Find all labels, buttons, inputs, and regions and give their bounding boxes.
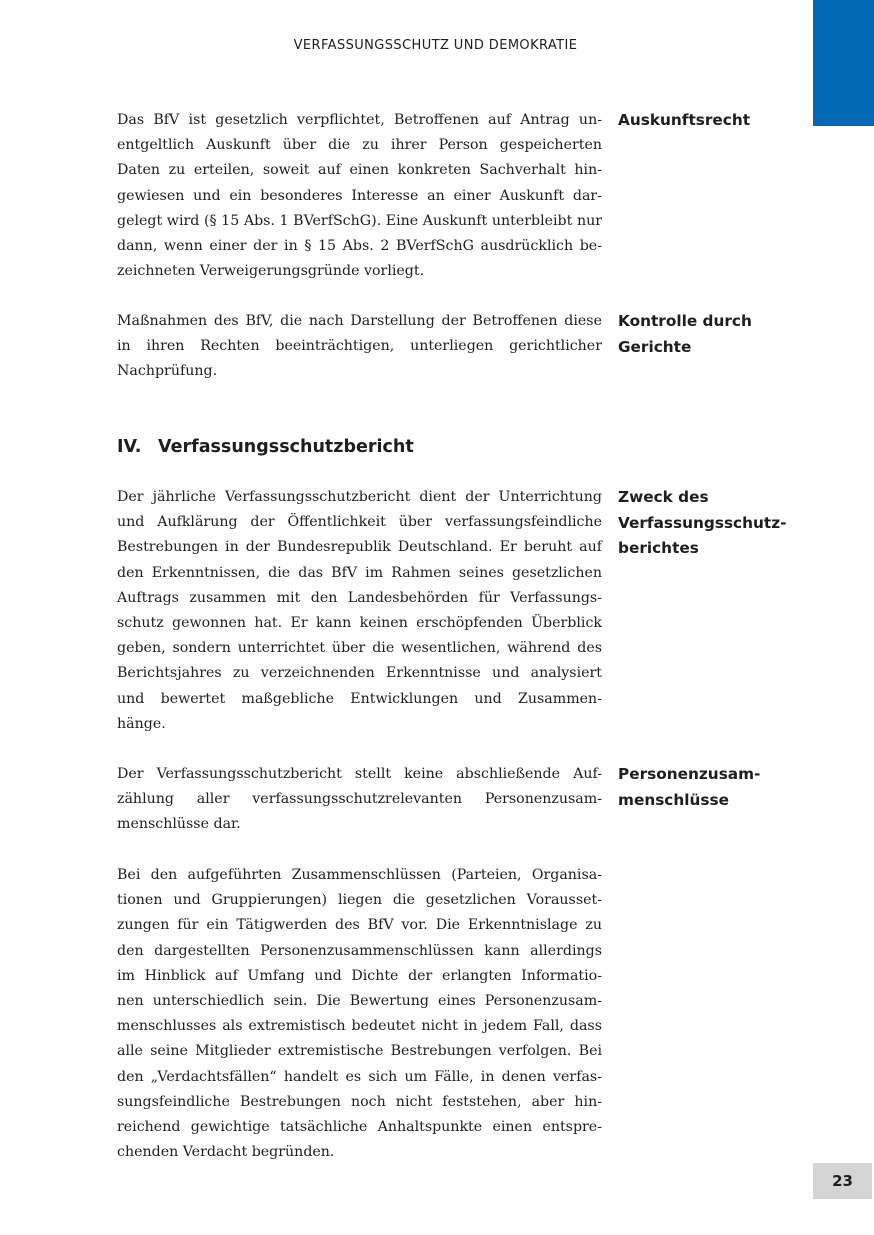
paragraph-personen — [117, 762, 602, 838]
paragraph-line: alle seine Mitglieder extremistische Bestrebungen verfolgen. Bei — [117, 1043, 602, 1060]
paragraph-line: Maßnahmen des BfV, die nach Darstellung der Betroffenen diese — [117, 313, 602, 329]
margin-note-line: Gerichte — [618, 337, 692, 356]
margin-note-line: Kontrolle durch — [618, 312, 752, 330]
paragraph-line: Nachprüfung. — [117, 363, 218, 380]
margin-note-line: berichtes — [618, 539, 699, 558]
paragraph-line: Der Verfassungsschutzbericht stellt keine abschließende Auf- — [117, 766, 602, 782]
margin-note-zweck — [618, 485, 803, 562]
paragraph-line: zeichneten Verweigerungsgründe vorliegt. — [117, 263, 425, 280]
paragraph-line: tionen und Gruppierungen) liegen die gesetzlichen Vorausset- — [117, 892, 602, 909]
paragraph-line: den „Verdachtsfällen“ handelt es sich um Fälle, in denen verfas- — [117, 1068, 602, 1085]
paragraph-line: dann, wenn einer der in § 15 Abs. 2 BVerfSchG ausdrücklich be- — [117, 237, 602, 254]
paragraph-line: menschlüsse dar. — [117, 816, 241, 833]
margin-note-line: Zweck des — [618, 488, 709, 506]
paragraph-line: schutz gewonnen hat. Er kann keinen erschöpfenden Überblick — [117, 614, 602, 631]
section-number: IV. — [117, 437, 142, 457]
paragraph-line: gelegt wird (§ 15 Abs. 1 BVerfSchG). Eine Auskunft unterbleibt nur — [117, 212, 602, 229]
paragraph-line: und bewertet maßgebliche Entwicklungen und Zusammen- — [117, 690, 602, 707]
paragraph-line: geben, sondern unterrichtet über die wesentlichen, während des — [117, 640, 602, 657]
paragraph-zusammenschluesse — [117, 863, 602, 1165]
paragraph-line: reichend gewichtige tatsächliche Anhaltspunkte einen entspre- — [117, 1118, 602, 1135]
margin-note-kontrolle — [618, 309, 803, 360]
paragraph-kontrolle — [117, 309, 602, 385]
paragraph-line: chenden Verdacht begründen. — [117, 1144, 335, 1161]
paragraph-line: Bestrebungen in der Bundesrepublik Deutschland. Er beruht auf — [117, 539, 602, 556]
paragraph-line: nen unterschiedlich sein. Die Bewertung eines Personenzusam- — [117, 992, 602, 1009]
section-title: Verfassungsschutzbericht — [158, 437, 414, 457]
paragraph-line: entgeltlich Auskunft über die zu ihrer Person gespeicherten — [117, 137, 602, 154]
chapter-tab-marker — [813, 0, 874, 126]
margin-note-line: Personenzusam- — [618, 765, 761, 783]
paragraph-line: den dargestellten Personenzusammenschlüssen kann allerdings — [117, 942, 602, 959]
margin-note-line: menschlüsse — [618, 790, 729, 809]
margin-note-auskunftsrecht — [618, 108, 803, 134]
paragraph-auskunft — [117, 108, 602, 284]
paragraph-line: gewiesen und ein besonderes Interesse an einer Auskunft dar- — [117, 187, 602, 204]
paragraph-line: sungsfeindliche Bestrebungen noch nicht feststehen, aber hin- — [117, 1093, 602, 1110]
margin-note-line: Auskunftsrecht — [618, 111, 751, 129]
page-number: 23 — [813, 1163, 872, 1199]
margin-note-line: Verfassungsschutz- — [618, 513, 787, 532]
paragraph-line: zählung aller verfassungsschutzrelevanten Personenzusam- — [117, 791, 602, 808]
running-header: VERFASSUNGSSCHUTZ UND DEMOKRATIE — [293, 38, 578, 53]
paragraph-line: zungen für ein Tätigwerden des BfV vor. Die Erkenntnislage zu — [117, 917, 602, 934]
paragraph-line: Das BfV ist gesetzlich verpflichtet, Betroffenen auf Antrag un- — [117, 112, 602, 128]
section-heading — [117, 434, 414, 460]
paragraph-line: Berichtsjahres zu verzeichnenden Erkenntnisse und analysiert — [117, 665, 602, 682]
margin-note-personen — [618, 762, 803, 813]
paragraph-line: Auftrags zusammen mit den Landesbehörden für Verfassungs- — [117, 589, 602, 606]
paragraph-line: hänge. — [117, 715, 166, 732]
paragraph-line: den Erkenntnissen, die das BfV im Rahmen seines gesetzlichen — [117, 564, 602, 581]
paragraph-line: im Hinblick auf Umfang und Dichte der erlangten Informatio- — [117, 967, 602, 984]
paragraph-line: in ihren Rechten beeinträchtigen, unterliegen gerichtlicher — [117, 338, 602, 355]
paragraph-line: und Aufklärung der Öffentlichkeit über verfassungsfeindliche — [117, 514, 602, 531]
paragraph-line: menschlusses als extremistisch bedeutet nicht in jedem Fall, dass — [117, 1018, 602, 1035]
paragraph-line: Der jährliche Verfassungsschutzbericht dient der Unterrichtung — [117, 489, 602, 505]
paragraph-zweck — [117, 485, 602, 737]
paragraph-line: Daten zu erteilen, soweit auf einen konkreten Sachverhalt hin- — [117, 162, 602, 179]
paragraph-line: Bei den aufgeführten Zusammenschlüssen (Parteien, Organisa- — [117, 867, 602, 883]
